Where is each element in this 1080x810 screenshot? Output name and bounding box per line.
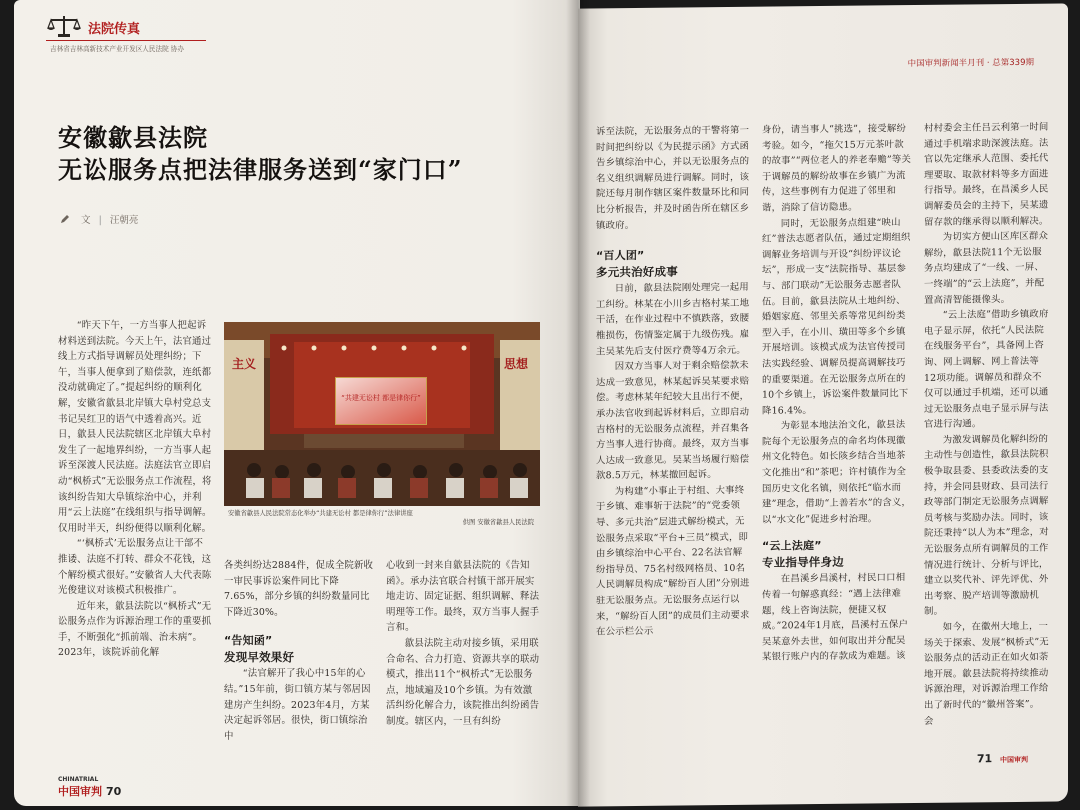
spine-shadow <box>566 0 590 810</box>
wall-slogan-right: 思想 <box>504 357 529 371</box>
paragraph: “云上法庭”借助乡镇政府电子显示屏，依托“人民法院在线服务平台”，具备网上咨询、网上调解、网上普法等12项功能。调解员和群众不仅可以通过手机端，还可以通过无讼服务点电子显示屏与法官进行沟通。 <box>924 308 1049 431</box>
paragraph: 在昌溪乡昌溪村，村民口口相传着一句解惑真经：“遇上法律难题，线上咨询法院，便捷又权威。”2024年1月底，昌溪村五保户吴某意外去世，如何取出并分配吴某银行账户内的存款成为难题。该 <box>762 572 909 664</box>
text-column-1 <box>58 318 212 661</box>
brand-name-right: 中国审判 <box>1000 755 1028 765</box>
photo-caption-block <box>228 508 542 526</box>
left-page <box>14 0 580 806</box>
paragraph: 同时，无讼服务点组建“映山红”普法志愿者队伍，通过定期组织调解业务培训与开设“纠纷评议论坛”，形成一支“法院指导、基层参与、部门联动”无讼服务志愿者队伍。目前，歙县法院从土地纠纷、婚姻家庭、邻里关系等常见纠纷类型入手，在小川、璜田等多个乡镇开展培训。该模式成为法官传授司法实践经验、调解员提高调解技巧的重要渠道。在无讼服务点所在的10个乡镇上，诉讼案件数量同比下降16.4%。 <box>762 216 911 417</box>
text-column-5 <box>596 123 750 640</box>
section-heading: 专业指导伴身边 <box>762 555 844 571</box>
section-heading: 多元共治好成事 <box>596 264 678 280</box>
text-column-2 <box>224 558 374 744</box>
screen-banner-text: “共建无讼村 都是律你行” <box>341 394 421 402</box>
section-kicker: “百人团” <box>596 249 645 263</box>
paragraph: 诉至法院，无讼服务点的干警将第一时间把纠纷以《为民提示函》方式函告乡镇综治中心，并以无讼服务点的名义组织调解员进行调解。同时，该院还每月制作辖区案件数量环比和同比分析报告，并及时函告所在辖区乡镇政府。 <box>596 124 750 231</box>
brand-en: CHINATRIAL <box>58 776 99 783</box>
article-title-line2: 无讼服务点把法律服务送到“家门口” <box>58 155 463 184</box>
paragraph: 为激发调解员化解纠纷的主动性与创造性，歙县法院积极争取县委、县委政法委的支持，并会同县财政、县司法行政等部门制定无讼服务点调解员考核与奖励办法。同时，该院还秉持“以人为本”理念，对无讼服务点所有调解员的工作情况进行统计、分析与评比，建立以奖代补、评先评优、外出考察、脱产培训等激励机制。 <box>924 433 1049 618</box>
brand-name: 中国审判 <box>58 785 102 798</box>
wall-slogan-left: 主义 <box>232 357 257 371</box>
byline: 文 | 汪朝亮 <box>60 212 138 226</box>
paragraph: 如今，在徽州大地上，一场关于探索、发展“枫桥式”无讼服务点的活动正在如火如荼地开展。歙县法院将持续推动诉源治理，对诉源治理工作给出了新时代的“徽州答案”。 <box>924 620 1049 711</box>
section-heading: 发现早效果好 <box>224 650 295 665</box>
issue-line: 中国审判新闻半月刊 · 总第339期 <box>907 57 1034 70</box>
text-column-7 <box>924 120 1050 729</box>
photo-caption: 安徽省歙县人民法院常态化举办“共建无讼村 都是律你行”法律讲座 <box>228 510 413 517</box>
section-kicker: “云上法庭” <box>762 539 822 554</box>
column-header <box>46 14 246 54</box>
header-rule <box>46 40 206 41</box>
page-number-right: 71 <box>976 752 993 766</box>
paragraph: 村村委会主任吕云利第一时间通过手机端求助深渡法庭。法官以先定继承人范围、委托代理要取、取款材料等多方面进行指导。最终，在昌溪乡人民调解委员会的主持下，吴某遗留存款的继承得以顺利解决。 <box>924 121 1049 228</box>
lecture-hall-illustration <box>224 322 540 506</box>
column-sponsor: 吉林省吉林高新技术产业开发区人民法院 协办 <box>50 45 184 53</box>
pen-icon <box>60 214 70 224</box>
byline-author: 汪朝亮 <box>109 215 139 226</box>
scales-of-justice-icon <box>46 14 82 38</box>
paragraph: 因双方当事人对于剩余赔偿款未达成一致意见，林某起诉吴某要求赔偿。考虑林某年纪较大且出行不便，承办法官收到起诉材料后，立即启动吉格村的无讼服务点流程，并召集各方当事人进行协商。最终，双方当事人达成一致意见。吴某当场履行赔偿款8.5万元，林某撤回起诉。 <box>596 359 750 482</box>
end-mark: 会 <box>924 715 934 727</box>
right-page <box>578 3 1068 806</box>
paragraph: 为彰显本地法治文化，歙县法院每个无讼服务点的命名均体现徽州文化特色。如长陔乡结合当地茶文化推出“和”茶吧；许村镇作为全国历史文化名镇，则依托“临水而建”理念，借助“上善若水”的含义，以“水文化”促进乡村治理。 <box>762 419 912 526</box>
paragraph: “昨天下午，一方当事人把起诉材料送到法院。今天上午，法官通过线上方式指导调解员处理纠纷；下午，当事人便拿到了赔偿款，连纸都没动就确定了。”提起纠纷的顺利化解，安徽省歙县北岸镇大阜村党总支书记吴红卫的语气中透着高兴。近日，歙县人民法院辖区北岸镇大阜村发生了一起地界纠纷，一方当事人起诉至深渡人民法庭。法庭法官立即启动“枫桥式”无讼服务点工作流程，将该纠纷告知大阜镇综治中心，并利用“云上法庭”在线组织与指导调解。仅用时半天，纠纷便得以顺利化解。 <box>58 320 212 534</box>
paragraph: 心收到一封来自歙县法院的《告知函》。承办法官联合村镇干部开展实地走访、固定证据、组织调解、释法明理等工作。最终，双方当事人握手言和。 <box>386 560 540 634</box>
page-number-left: 70 <box>106 785 122 798</box>
left-footer <box>58 776 121 799</box>
paragraph: 各类纠纷达2884件，促成全院新收一审民事诉讼案件同比下降7.65%，部分乡镇的纠纷数量同比下降近30%。 <box>224 560 374 618</box>
paragraph: 为切实方便山区库区群众解纷，歙县法院11个无讼服务点均建成了“一线、一屏、一终端”的“云上法庭”，并配置高清智能摄像头。 <box>924 230 1049 306</box>
paragraph: “‘枫桥式’无讼服务点让干部不推诿、法庭不打转、群众不花钱，这个解纷模式很好。”安徽省人大代表陈光俊建议对该模式积极推广。 <box>58 538 212 597</box>
column-name: 法院传真 <box>88 22 141 37</box>
article-title-line1: 安徽歙县法院 <box>58 123 208 152</box>
right-footer <box>977 752 1028 766</box>
paragraph: 近年来，歙县法院以“枫桥式”无讼服务点作为诉源治理工作的重要抓手，不断强化“抓前端、治未病”。2023年，该院诉前化解 <box>58 600 212 659</box>
byline-prefix: 文 <box>81 215 91 226</box>
paragraph: 歙县法院主动对接乡镇，采用联合命名、合力打造、资源共享的联动模式，推出11个“枫桥式”无讼服务点，地域遍及10个乡镇。为有效激活纠纷化解合力，该院推出纠纷函告制度。辖区内，一旦有纠纷 <box>386 637 540 727</box>
text-column-6 <box>762 121 912 666</box>
paragraph: 为构建“小事止于村组、大事终于乡镇、难事斩于法院”的“党委领导、多元共治”层进式解纷模式，无讼服务点采取“平台+三员”模式，即由乡镇综治中心平台、22名法官解纷指导员、75名村级网格员、10名人民调解员构成“解纷百人团”分别进驻无讼服务点。无讼服务点运行以来，“解纷百人团”的成员们主动要求在公示栏公示 <box>596 484 750 638</box>
paragraph: “法官解开了我心中15年的心结。”15年前，街口镇方某与邻居因建房产生纠纷。2023年4月，方某决定起诉邻居。很快，街口镇综治中 <box>224 668 371 742</box>
photo-credit: 供图 安徽省歙县人民法院 <box>462 519 534 526</box>
lecture-photo <box>224 322 540 506</box>
text-column-3 <box>386 558 540 730</box>
section-kicker: “告知函” <box>224 634 273 648</box>
paragraph: 身份，请当事人“挑选”，接受解纷考验。如今，“拖欠15万元茶叶款的故事”“两位老人的养老奉赡”等关于调解员的解纷故事在乡镇广为流传，这些事例有力促进了邻里和谐，消除了信访隐患。 <box>762 123 912 214</box>
paragraph: 日前，歙县法院刚处理完一起用工纠纷。林某在小川乡吉格村某工地干活，在作业过程中不慎跌落，致腰椎损伤，伤情鉴定属于九级伤残。雇主吴某先后支付医疗费等4万余元。 <box>596 281 750 357</box>
